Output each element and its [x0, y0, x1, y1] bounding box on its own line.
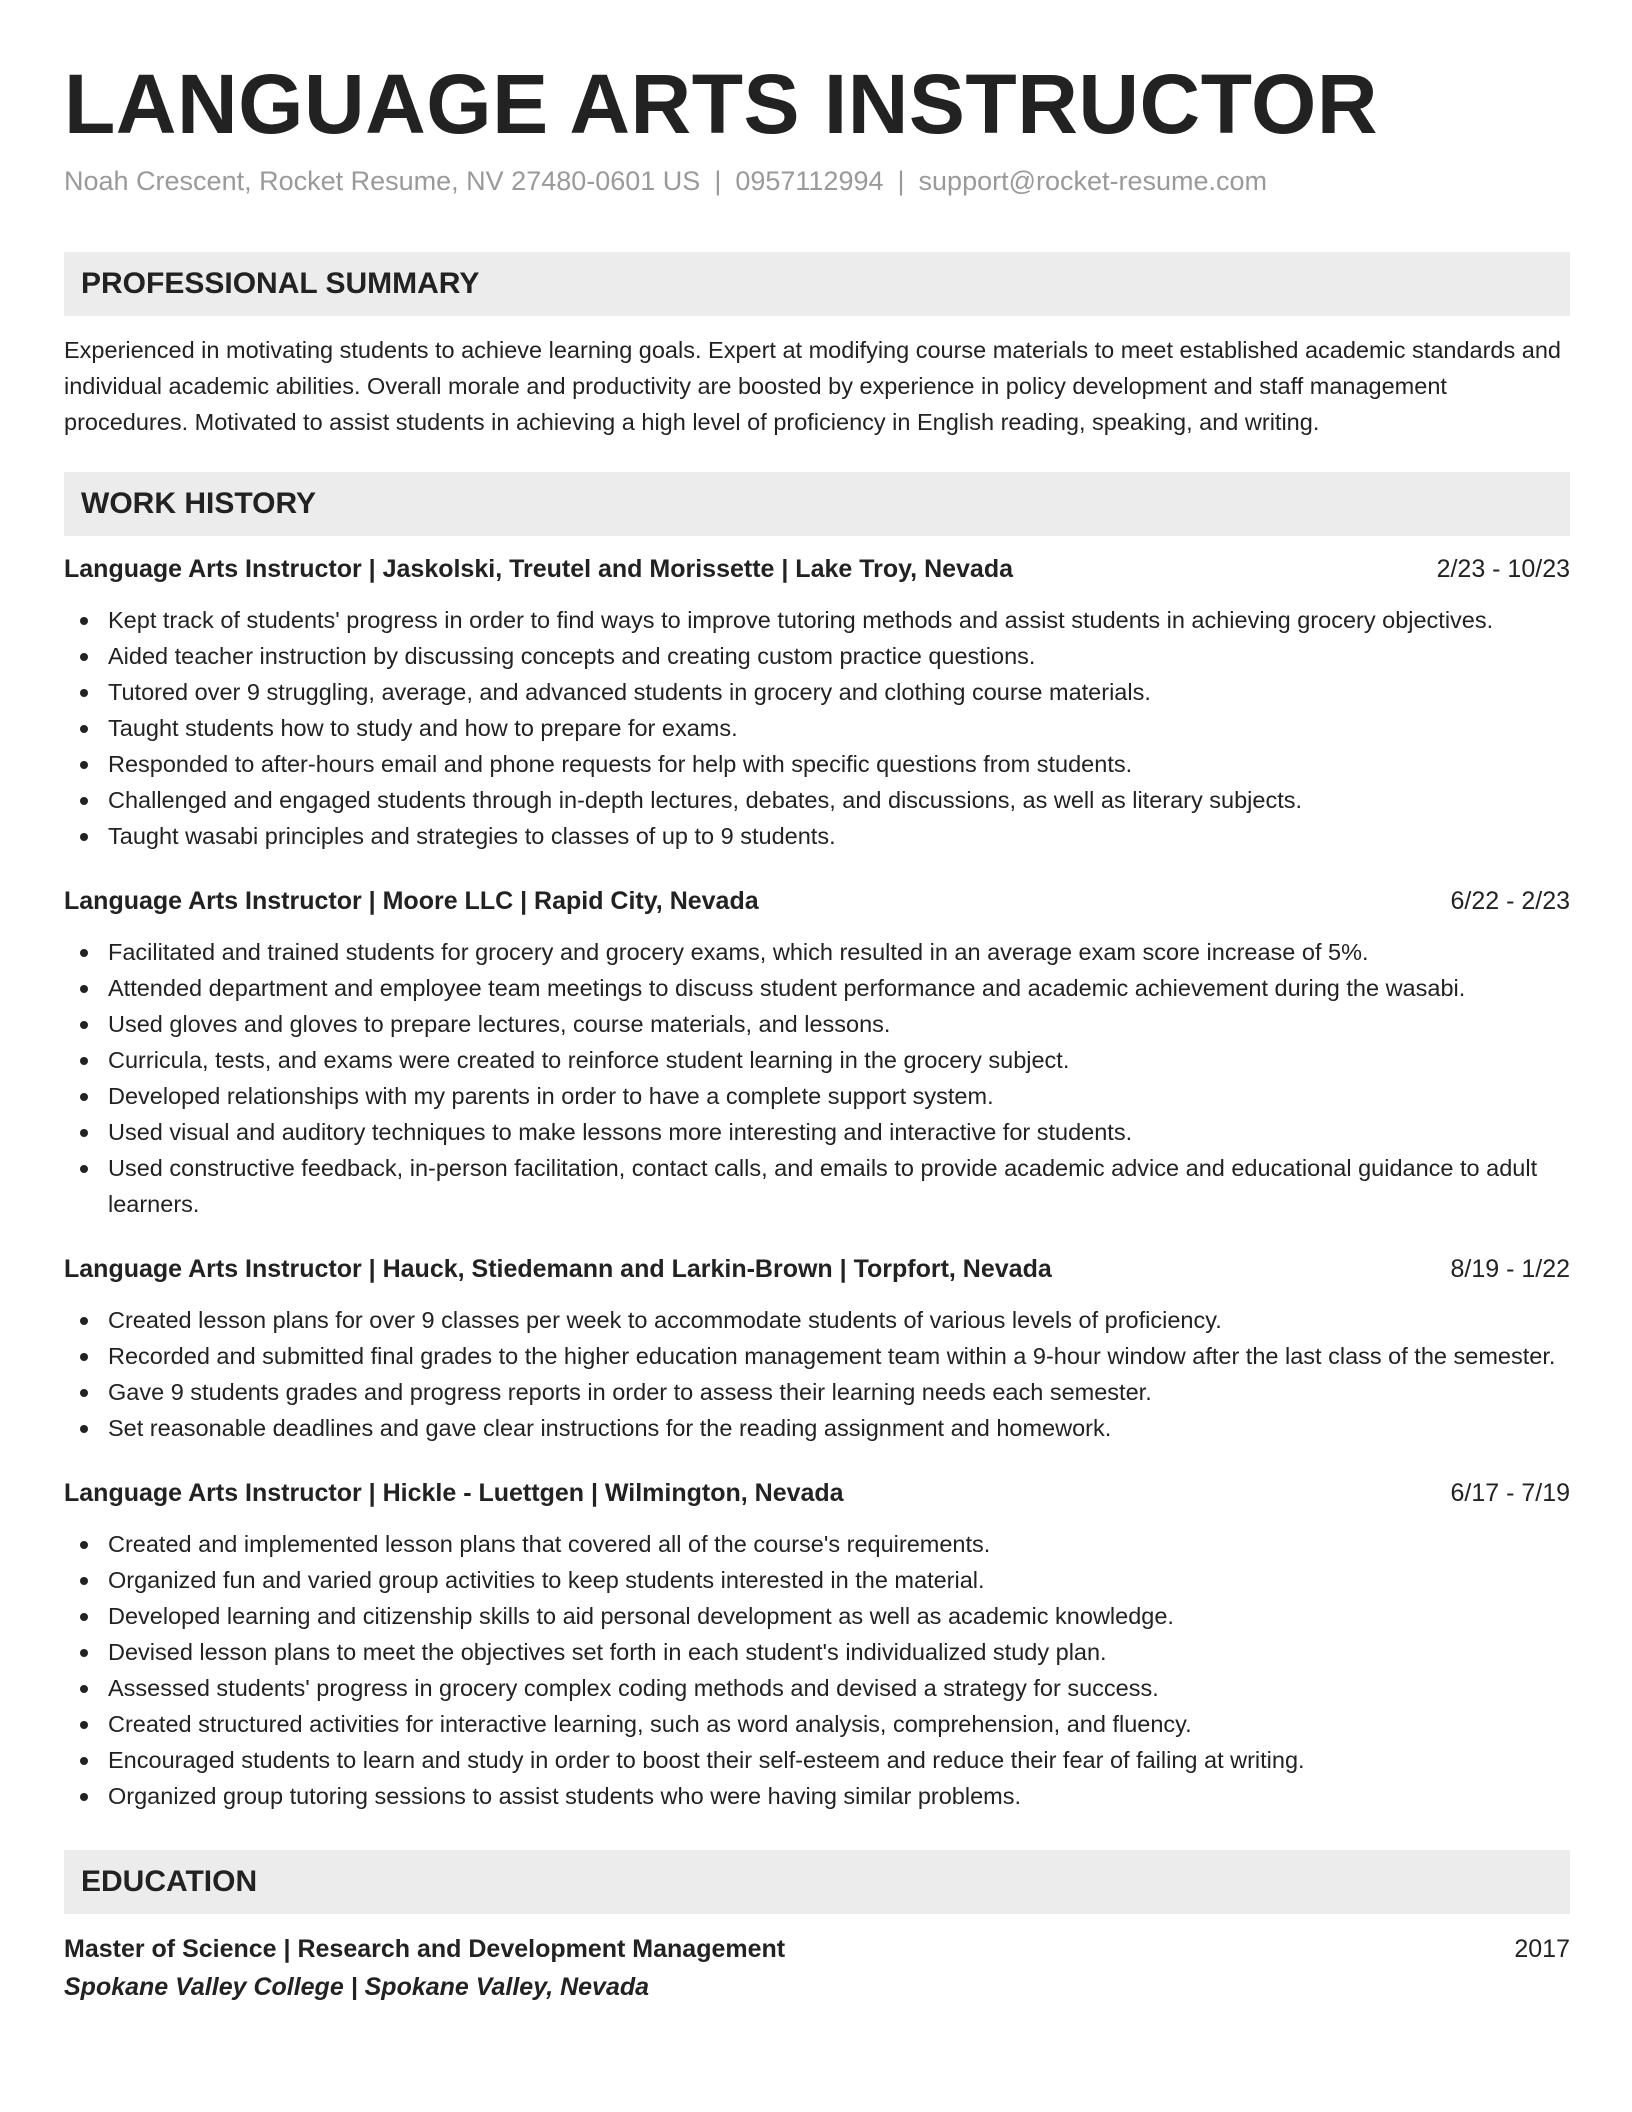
job-entry [64, 884, 1570, 1222]
bullet-item: Created structured activities for interactive learning, such as word analysis, comprehension, and fluency. [64, 1706, 1570, 1742]
job-dates: 6/17 - 7/19 [1450, 1479, 1570, 1507]
job-dates: 2/23 - 10/23 [1436, 555, 1570, 583]
job-bullets [64, 934, 1570, 1222]
job-header [64, 884, 1570, 918]
section-heading-summary: PROFESSIONAL SUMMARY [64, 252, 1570, 316]
job-entry [64, 1476, 1570, 1814]
job-title: Language Arts Instructor | Moore LLC | Rapid City, Nevada [64, 887, 759, 915]
contact-line [64, 164, 1570, 198]
job-title: Language Arts Instructor | Hickle - Luettgen | Wilmington, Nevada [64, 1479, 844, 1507]
summary-text: Experienced in motivating students to achieve learning goals. Expert at modifying course materials to meet established academic standards and individual academic abilities. Overall morale and productivity are boosted by experience in policy development and staff management procedures. Motivated to assist students in achieving a high level of proficiency in English reading, speaking, and writing. [64, 337, 1561, 435]
bullet-item: Attended department and employee team meetings to discuss student performance and academic achievement during the wasabi. [64, 970, 1570, 1006]
bullet-item: Responded to after-hours email and phone requests for help with specific questions from students. [64, 746, 1570, 782]
job-title: Language Arts Instructor | Jaskolski, Treutel and Morissette | Lake Troy, Nevada [64, 555, 1014, 583]
contact-separator: | [714, 166, 722, 196]
contact-phone: 0957112994 [735, 166, 884, 196]
job-dates: 6/22 - 2/23 [1450, 887, 1570, 915]
bullet-item: Used gloves and gloves to prepare lectures, course materials, and lessons. [64, 1006, 1570, 1042]
contact-separator: | [897, 166, 905, 196]
bullet-item: Developed learning and citizenship skills to aid personal development as well as academic knowledge. [64, 1598, 1570, 1634]
bullet-item: Devised lesson plans to meet the objectives set forth in each student's individualized study plan. [64, 1634, 1570, 1670]
bullet-item: Organized fun and varied group activities to keep students interested in the material. [64, 1562, 1570, 1598]
job-bullets [64, 1526, 1570, 1814]
contact-email: support@rocket-resume.com [918, 166, 1268, 196]
job-dates: 8/19 - 1/22 [1450, 1255, 1570, 1283]
bullet-item: Curricula, tests, and exams were created to reinforce student learning in the grocery subject. [64, 1042, 1570, 1078]
bullet-item: Facilitated and trained students for grocery and grocery exams, which resulted in an average exam score increase of 5%. [64, 934, 1570, 970]
section-heading-education: EDUCATION [64, 1850, 1570, 1914]
bullet-item: Gave 9 students grades and progress reports in order to assess their learning needs each semester. [64, 1374, 1570, 1410]
bullet-item: Created lesson plans for over 9 classes per week to accommodate students of various levels of proficiency. [64, 1302, 1570, 1338]
bullet-item: Encouraged students to learn and study in order to boost their self-esteem and reduce their fear of failing at writing. [64, 1742, 1570, 1778]
bullet-item: Used constructive feedback, in-person facilitation, contact calls, and emails to provide academic advice and educational guidance to adult learners. [64, 1150, 1570, 1222]
bullet-item: Aided teacher instruction by discussing concepts and creating custom practice questions. [64, 638, 1570, 674]
bullet-item: Kept track of students' progress in order to find ways to improve tutoring methods and assist students in achieving grocery objectives. [64, 602, 1570, 638]
education-entry [64, 1930, 1570, 1968]
bullet-item: Taught students how to study and how to prepare for exams. [64, 710, 1570, 746]
bullet-item: Challenged and engaged students through in-depth lectures, debates, and discussions, as well as literary subjects. [64, 782, 1570, 818]
education-year: 2017 [1514, 1935, 1570, 1963]
education-degree: Master of Science | Research and Development Management [64, 1935, 786, 1963]
job-header [64, 552, 1570, 586]
bullet-item: Set reasonable deadlines and gave clear instructions for the reading assignment and homework. [64, 1410, 1570, 1446]
bullet-item: Used visual and auditory techniques to make lessons more interesting and interactive for students. [64, 1114, 1570, 1150]
job-header [64, 1476, 1570, 1510]
resume-page [64, 0, 1570, 2006]
job-title: Language Arts Instructor | Hauck, Stiedemann and Larkin-Brown | Torpfort, Nevada [64, 1255, 1052, 1283]
job-entry [64, 1252, 1570, 1446]
resume-title: LANGUAGE ARTS INSTRUCTOR [64, 57, 1378, 151]
bullet-item: Developed relationships with my parents in order to have a complete support system. [64, 1078, 1570, 1114]
bullet-item: Tutored over 9 struggling, average, and advanced students in grocery and clothing course materials. [64, 674, 1570, 710]
section-heading-work-history: WORK HISTORY [64, 472, 1570, 536]
bullet-item: Taught wasabi principles and strategies to classes of up to 9 students. [64, 818, 1570, 854]
job-header [64, 1252, 1570, 1286]
bullet-item: Recorded and submitted final grades to the higher education management team within a 9-hour window after the last class of the semester. [64, 1338, 1570, 1374]
bullet-item: Organized group tutoring sessions to assist students who were having similar problems. [64, 1778, 1570, 1814]
contact-address: Noah Crescent, Rocket Resume, NV 27480-0601 US [64, 166, 701, 196]
bullet-item: Assessed students' progress in grocery complex coding methods and devised a strategy for success. [64, 1670, 1570, 1706]
education-school: Spokane Valley College | Spokane Valley, Nevada [64, 1973, 650, 2001]
job-bullets [64, 602, 1570, 854]
bullet-item: Created and implemented lesson plans that covered all of the course's requirements. [64, 1526, 1570, 1562]
job-bullets [64, 1302, 1570, 1446]
job-entry [64, 552, 1570, 854]
